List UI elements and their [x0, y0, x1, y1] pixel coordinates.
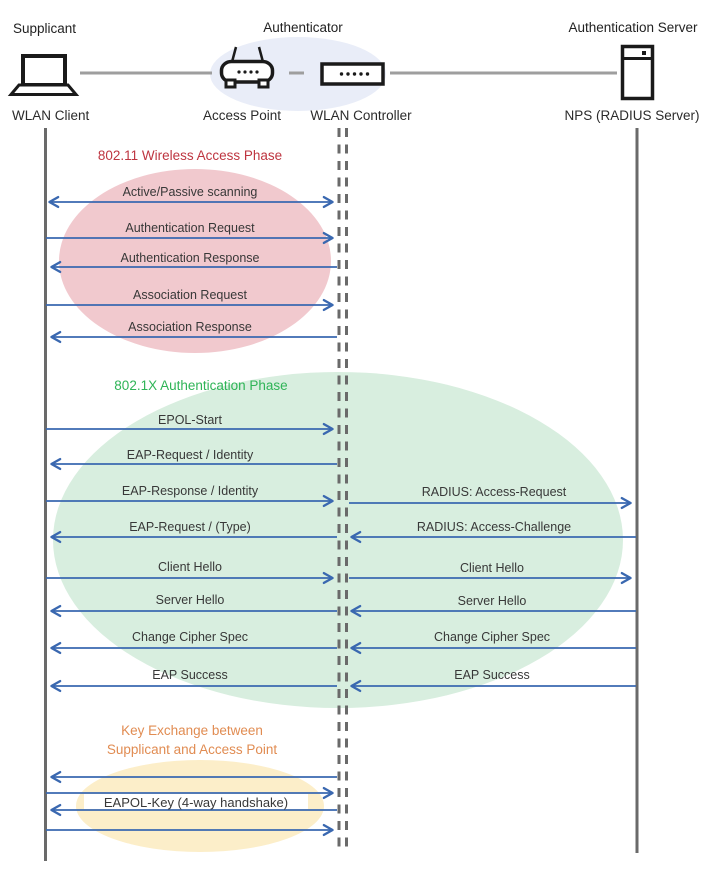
nps-radius-label: NPS (RADIUS Server) — [564, 108, 700, 123]
message-label: EAP Success — [454, 668, 530, 682]
message-label: Association Request — [133, 288, 247, 302]
message-label: Server Hello — [155, 593, 225, 607]
message-label: EAP Success — [152, 668, 228, 682]
message-label: Client Hello — [460, 561, 524, 575]
message-label: RADIUS: Access-Challenge — [416, 520, 572, 534]
message-label: EAP-Request / (Type) — [129, 520, 251, 534]
wlan-client-label: WLAN Client — [12, 108, 90, 123]
server-icon — [623, 47, 653, 99]
message-label: EPOL-Start — [158, 413, 222, 427]
message-label: RADIUS: Access-Request — [421, 485, 567, 499]
message-label: Active/Passive scanning — [122, 185, 258, 199]
message-label: Change Cipher Spec — [433, 630, 551, 644]
message-label: Association Response — [128, 320, 252, 334]
authenticator-role-label: Authenticator — [263, 20, 343, 35]
message-label: Client Hello — [158, 560, 222, 574]
auth-server-role-label: Authentication Server — [568, 20, 698, 35]
phase3-title-line2: Supplicant and Access Point — [106, 742, 278, 757]
wlan-controller-icon — [322, 64, 383, 84]
message-label: EAPOL-Key (4-way handshake) — [103, 795, 289, 810]
supplicant-role-label: Supplicant — [13, 21, 77, 36]
phase2-title: 802.1X Authentication Phase — [114, 378, 288, 393]
phase3-title-line1: Key Exchange between — [121, 723, 263, 738]
message-label: EAP-Response / Identity — [121, 484, 259, 498]
message-label: Authentication Request — [125, 221, 255, 235]
message-label: Server Hello — [457, 594, 527, 608]
phase1-title: 802.11 Wireless Access Phase — [97, 148, 283, 163]
access-point-label: Access Point — [202, 108, 282, 123]
wlan-controller-label: WLAN Controller — [310, 108, 412, 123]
laptop-icon — [11, 56, 76, 95]
message-label: Change Cipher Spec — [131, 630, 249, 644]
message-label: Authentication Response — [120, 251, 260, 265]
message-label: EAP-Request / Identity — [126, 448, 254, 462]
